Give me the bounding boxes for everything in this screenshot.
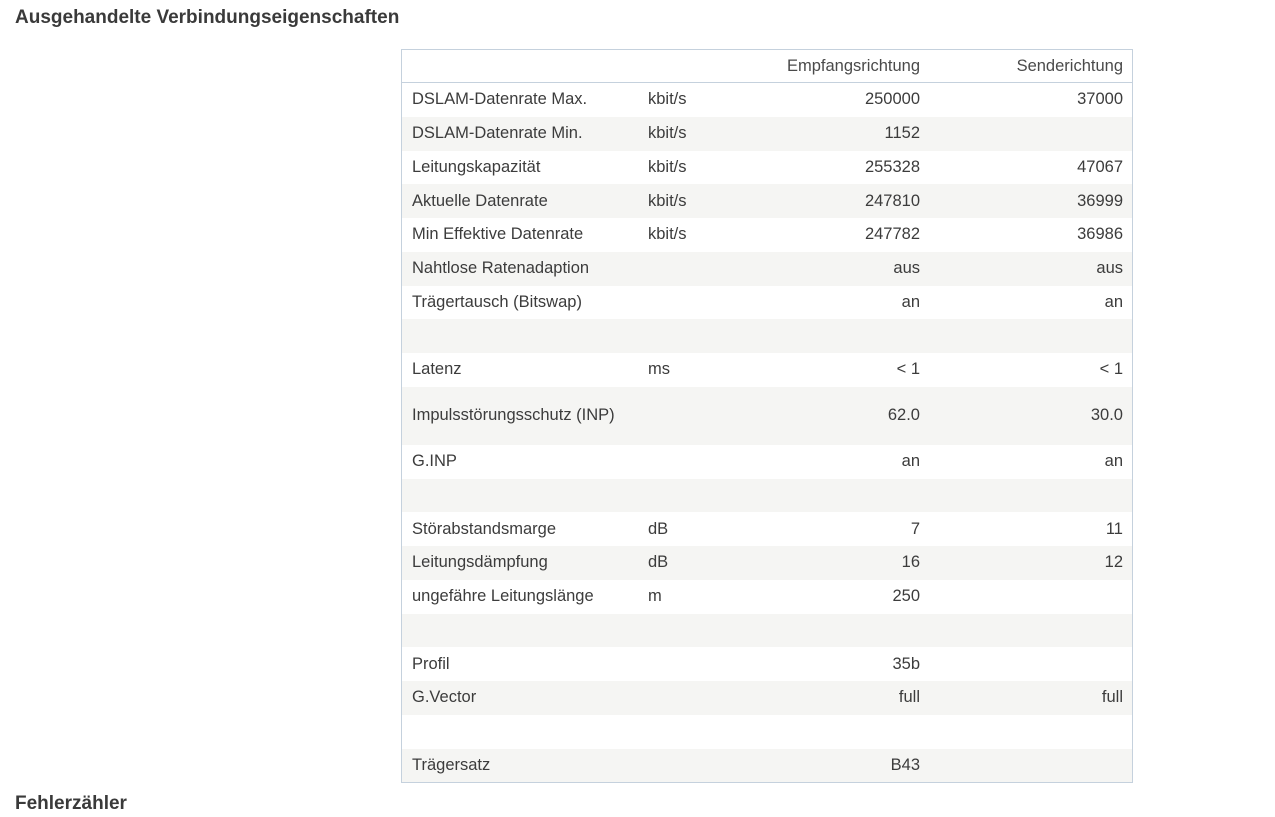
- row-downstream-value: 35b: [726, 647, 929, 681]
- row-upstream-value: [929, 117, 1132, 151]
- row-unit: [638, 681, 726, 715]
- table-row: [402, 387, 1132, 445]
- row-label: [402, 479, 638, 513]
- table-row: [402, 512, 1132, 546]
- header-downstream: Empfangsrichtung: [726, 50, 929, 83]
- row-upstream-value: [929, 715, 1132, 749]
- table-row: [402, 218, 1132, 252]
- connection-properties-table-container: [401, 49, 1133, 783]
- row-label: Impulsstörungsschutz (INP): [402, 387, 638, 445]
- row-upstream-value: [929, 479, 1132, 513]
- row-label: Min Effektive Datenrate: [402, 218, 638, 252]
- row-label: Leitungsdämpfung: [402, 546, 638, 580]
- row-unit: [638, 647, 726, 681]
- error-counter-title: Fehlerzähler: [15, 793, 127, 814]
- row-downstream-value: [726, 479, 929, 513]
- row-label: ungefähre Leitungslänge: [402, 580, 638, 614]
- row-downstream-value: an: [726, 286, 929, 320]
- row-unit: [638, 445, 726, 479]
- row-unit: kbit/s: [638, 117, 726, 151]
- row-downstream-value: 247782: [726, 218, 929, 252]
- row-downstream-value: 247810: [726, 184, 929, 218]
- row-downstream-value: 7: [726, 512, 929, 546]
- table-row: [402, 647, 1132, 681]
- row-downstream-value: 62.0: [726, 387, 929, 445]
- row-label: G.Vector: [402, 681, 638, 715]
- row-unit: dB: [638, 546, 726, 580]
- row-upstream-value: [929, 614, 1132, 648]
- row-upstream-value: full: [929, 681, 1132, 715]
- row-upstream-value: 47067: [929, 151, 1132, 185]
- header-upstream: Senderichtung: [929, 50, 1132, 83]
- row-downstream-value: 1152: [726, 117, 929, 151]
- row-unit: kbit/s: [638, 184, 726, 218]
- row-downstream-value: B43: [726, 749, 929, 783]
- table-row: [402, 445, 1132, 479]
- row-unit: dB: [638, 512, 726, 546]
- spacer-row: [402, 715, 1132, 749]
- row-unit: [638, 614, 726, 648]
- row-label: [402, 715, 638, 749]
- row-downstream-value: [726, 715, 929, 749]
- row-upstream-value: 36986: [929, 218, 1132, 252]
- row-downstream-value: full: [726, 681, 929, 715]
- table-row: [402, 151, 1132, 185]
- page-title: Ausgehandelte Verbindungseigenschaften: [15, 7, 400, 28]
- connection-properties-table: [402, 50, 1132, 782]
- row-label: Trägertausch (Bitswap): [402, 286, 638, 320]
- row-unit: kbit/s: [638, 151, 726, 185]
- row-downstream-value: 255328: [726, 151, 929, 185]
- table-row: [402, 353, 1132, 387]
- row-label: Profil: [402, 647, 638, 681]
- row-downstream-value: 250000: [726, 83, 929, 117]
- row-unit: [638, 749, 726, 783]
- row-label: Störabstandsmarge: [402, 512, 638, 546]
- row-label: [402, 319, 638, 353]
- row-upstream-value: aus: [929, 252, 1132, 286]
- row-label: Leitungskapazität: [402, 151, 638, 185]
- row-upstream-value: an: [929, 286, 1132, 320]
- row-label: DSLAM-Datenrate Min.: [402, 117, 638, 151]
- table-row: [402, 83, 1132, 117]
- row-downstream-value: < 1: [726, 353, 929, 387]
- table-row: [402, 749, 1132, 783]
- row-upstream-value: [929, 319, 1132, 353]
- row-unit: kbit/s: [638, 218, 726, 252]
- table-body: [402, 83, 1132, 783]
- row-unit: [638, 715, 726, 749]
- header-unit: [638, 50, 726, 83]
- table-row: [402, 252, 1132, 286]
- row-unit: [638, 479, 726, 513]
- row-upstream-value: an: [929, 445, 1132, 479]
- row-unit: ms: [638, 353, 726, 387]
- row-upstream-value: 36999: [929, 184, 1132, 218]
- row-upstream-value: < 1: [929, 353, 1132, 387]
- row-downstream-value: [726, 614, 929, 648]
- table-row: [402, 546, 1132, 580]
- row-unit: [638, 387, 726, 445]
- row-label: Trägersatz: [402, 749, 638, 783]
- row-unit: [638, 252, 726, 286]
- row-upstream-value: 30.0: [929, 387, 1132, 445]
- row-upstream-value: 37000: [929, 83, 1132, 117]
- row-downstream-value: [726, 319, 929, 353]
- row-upstream-value: 11: [929, 512, 1132, 546]
- row-upstream-value: [929, 580, 1132, 614]
- header-label: [402, 50, 638, 83]
- row-label: Nahtlose Ratenadaption: [402, 252, 638, 286]
- row-downstream-value: aus: [726, 252, 929, 286]
- row-downstream-value: an: [726, 445, 929, 479]
- table-row: [402, 580, 1132, 614]
- row-label: G.INP: [402, 445, 638, 479]
- row-unit: kbit/s: [638, 83, 726, 117]
- table-row: [402, 286, 1132, 320]
- row-label: Aktuelle Datenrate: [402, 184, 638, 218]
- table-row: [402, 681, 1132, 715]
- row-downstream-value: 250: [726, 580, 929, 614]
- spacer-row: [402, 479, 1132, 513]
- row-label: Latenz: [402, 353, 638, 387]
- row-downstream-value: 16: [726, 546, 929, 580]
- row-upstream-value: 12: [929, 546, 1132, 580]
- row-unit: [638, 319, 726, 353]
- table-row: [402, 117, 1132, 151]
- table-row: [402, 184, 1132, 218]
- row-label: DSLAM-Datenrate Max.: [402, 83, 638, 117]
- row-unit: [638, 286, 726, 320]
- row-upstream-value: [929, 749, 1132, 783]
- spacer-row: [402, 319, 1132, 353]
- table-header-row: [402, 50, 1132, 83]
- spacer-row: [402, 614, 1132, 648]
- row-upstream-value: [929, 647, 1132, 681]
- row-label: [402, 614, 638, 648]
- row-unit: m: [638, 580, 726, 614]
